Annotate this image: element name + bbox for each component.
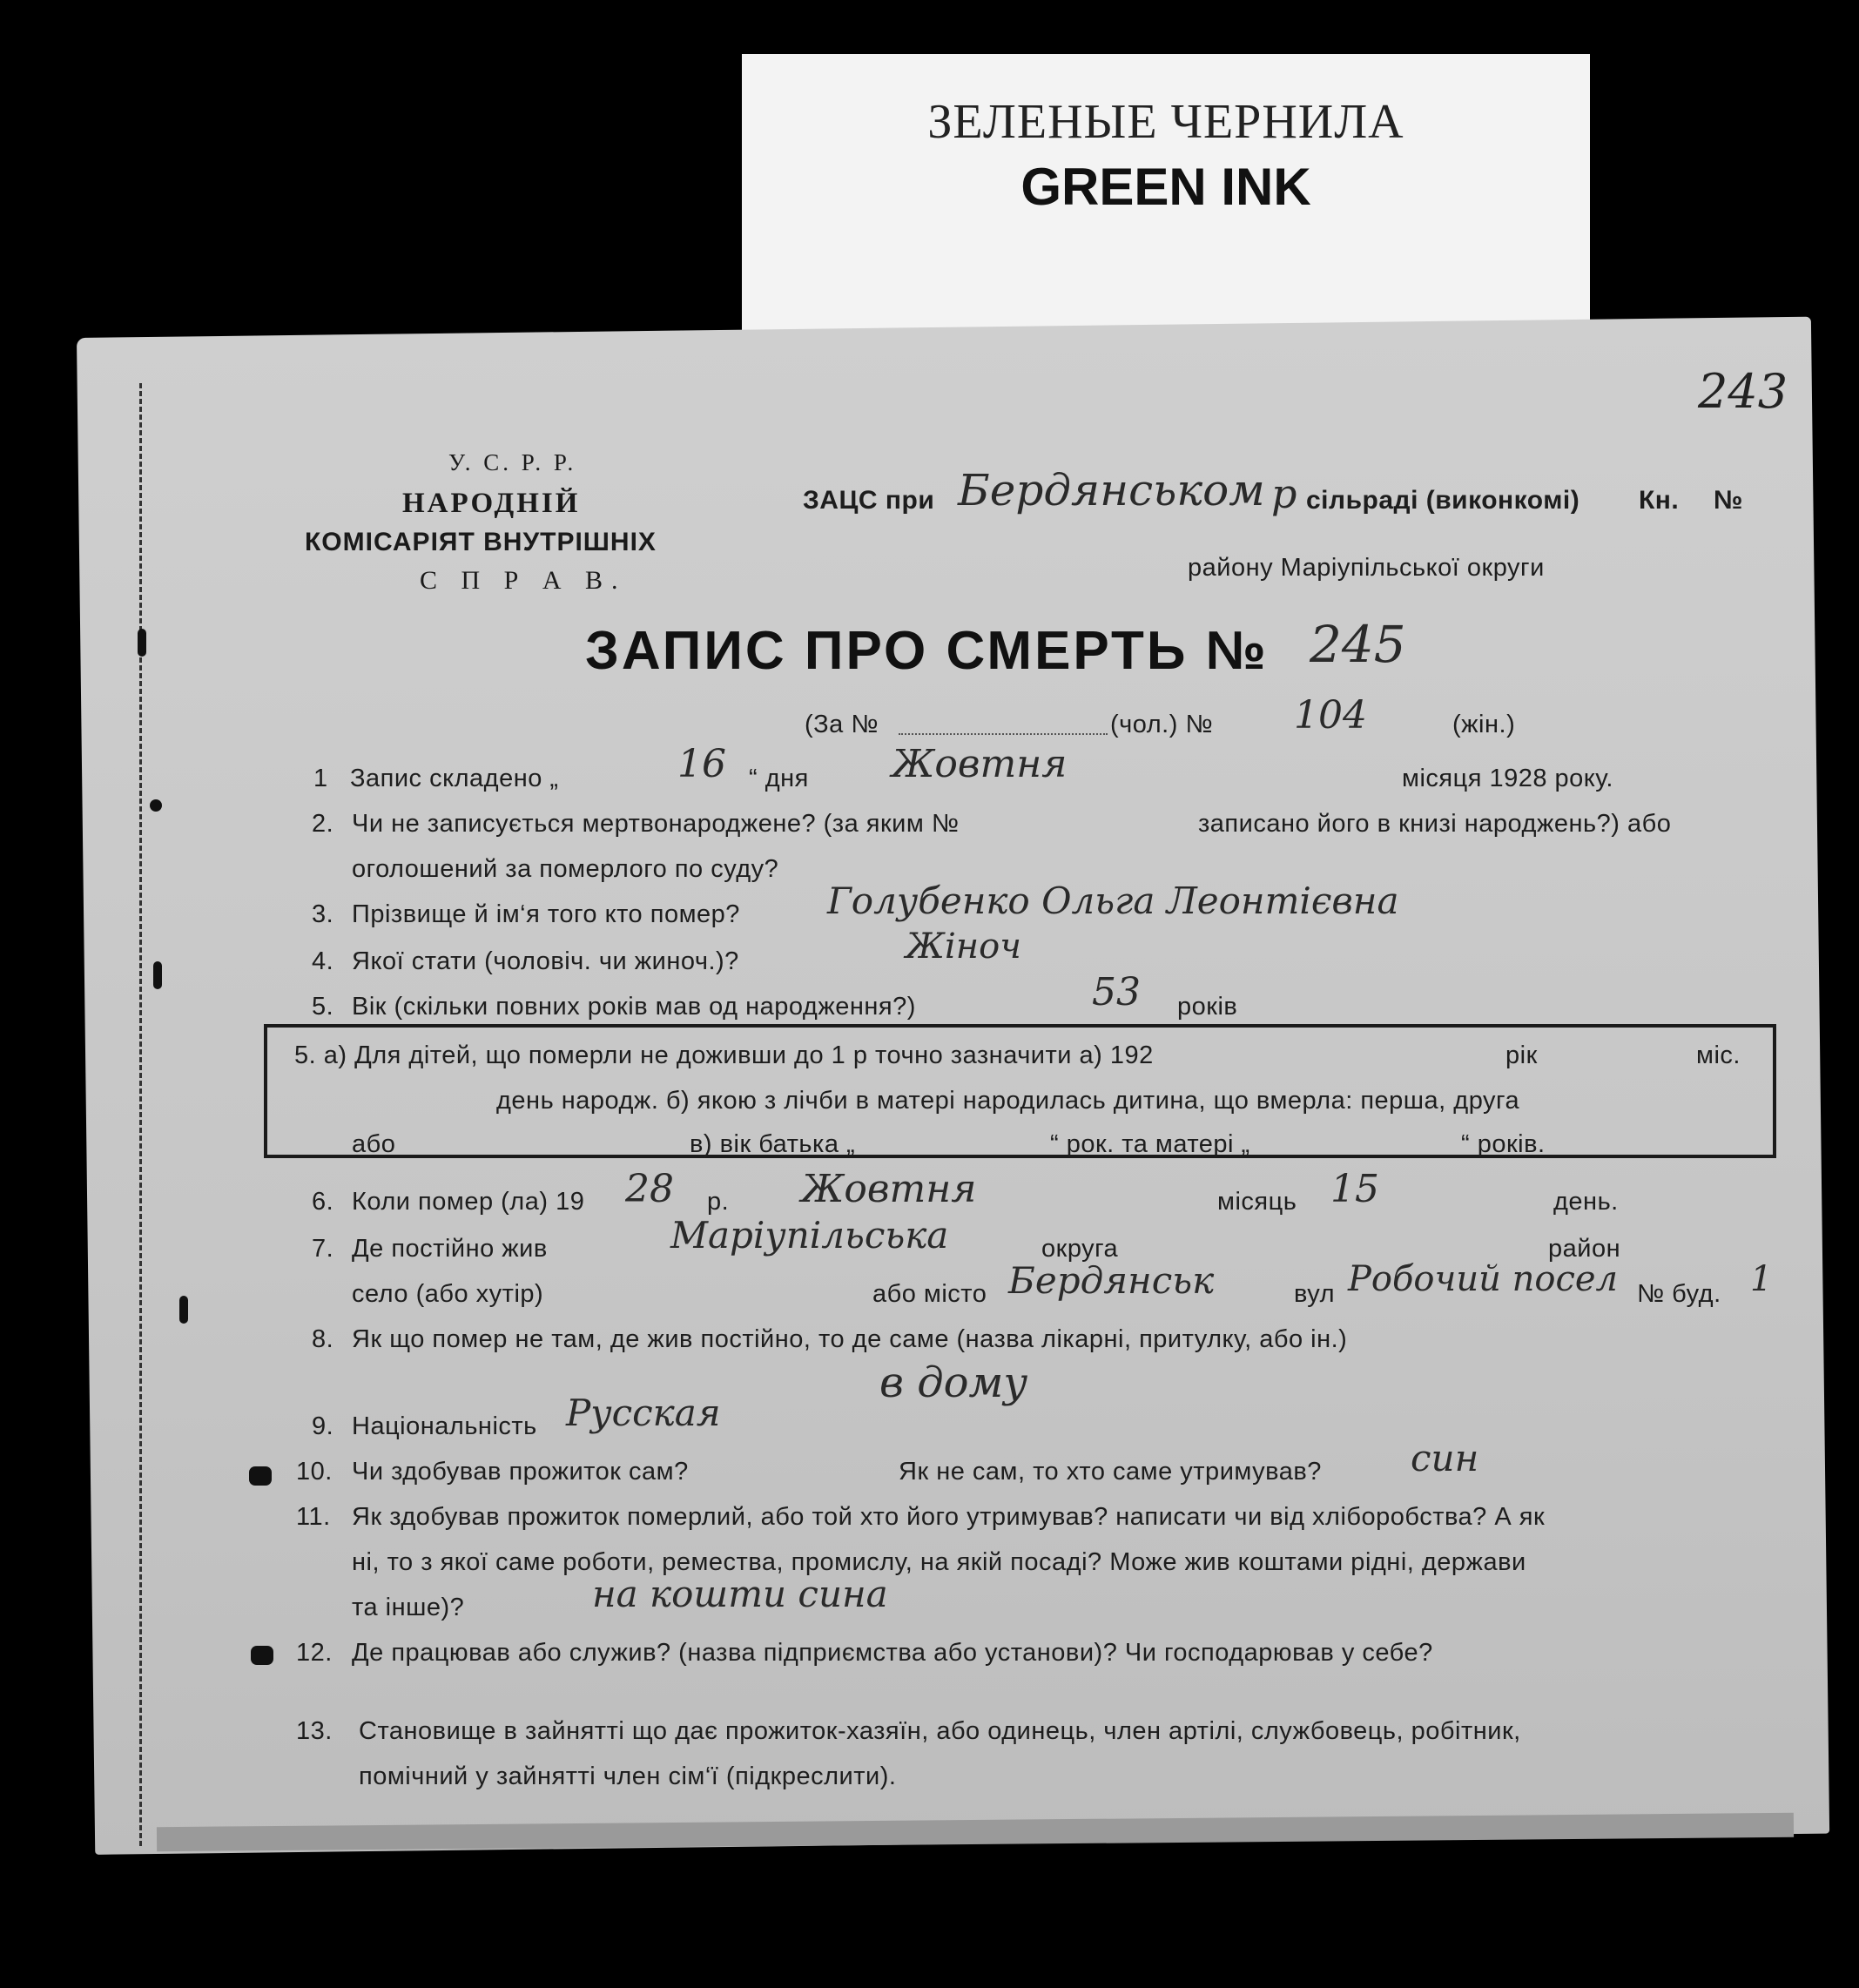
field5-label: Вік (скільки повних років мав од народження?) xyxy=(352,993,916,1021)
zags-r: р xyxy=(1271,470,1297,517)
field6-month: Жовтня xyxy=(801,1167,977,1211)
field7-building-value: 1 xyxy=(1750,1259,1773,1299)
field9-label: Національність xyxy=(352,1412,537,1440)
field7-city-label: або місто xyxy=(872,1280,987,1308)
field3-number: 3. xyxy=(312,900,334,928)
header-commissariat-3: С П Р А В. xyxy=(420,566,627,595)
zags-prefix: ЗАЦС при xyxy=(803,486,935,515)
field6-year: 28 xyxy=(625,1167,674,1211)
field4-number: 4. xyxy=(312,947,334,975)
ink-note-card xyxy=(742,54,1590,333)
field7-label: Де постійно жив xyxy=(352,1235,548,1263)
field6-month-label: місяць xyxy=(1217,1188,1297,1216)
field5a-year-label: рік xyxy=(1505,1041,1538,1069)
field7-okruga-label: округа xyxy=(1041,1235,1119,1263)
field5a-father-age: в) вік батька „ xyxy=(690,1130,856,1158)
field10-mid: Як не сам, то хто саме утримував? xyxy=(899,1458,1322,1486)
field5a-month-label: міс. xyxy=(1696,1041,1741,1069)
field10-number: 10. xyxy=(296,1458,333,1486)
zags-district: району Маріупільської округи xyxy=(1188,554,1545,582)
ink-note-russian: ЗЕЛЕНЫЕ ЧЕРНИЛА xyxy=(927,95,1404,149)
field5a-line2: день народж. б) якою з лічби в матері народилась дитина, що вмерла: перша, друга xyxy=(496,1087,1520,1115)
field7-building-label: № буд. xyxy=(1637,1280,1721,1308)
field7-street-value: Робочий посел xyxy=(1348,1259,1618,1299)
field13-line1: Становище в зайнятті що дає прожиток-хазяїн, або одинець, член артілі, службовець, робітник, xyxy=(359,1717,1521,1745)
field1-mid: “ дня xyxy=(749,765,809,792)
zags-name: Бердянськом xyxy=(958,465,1265,516)
field2-number: 2. xyxy=(312,810,334,838)
field8-label: Як що помер не там, де жив постійно, то де саме (назва лікарні, притулку, або ін.) xyxy=(352,1325,1348,1353)
zags-book: Кн. xyxy=(1639,486,1680,515)
ref-female-label: (жін.) xyxy=(1452,711,1516,738)
binding-hole xyxy=(153,961,162,989)
header-commissariat-1: НАРОДНІЙ xyxy=(402,488,581,519)
field8-number: 8. xyxy=(312,1325,334,1353)
field9-number: 9. xyxy=(312,1412,334,1440)
field1-day: 16 xyxy=(677,742,726,786)
field7-number: 7. xyxy=(312,1235,334,1263)
field7-raion-label: район xyxy=(1548,1235,1621,1263)
binding-hole xyxy=(150,799,162,812)
field7-okruga-value: Маріупільська xyxy=(670,1214,949,1257)
header-commissariat-2: КОМІСАРІЯТ ВНУТРІШНІХ xyxy=(305,528,657,556)
field12-label: Де працював або служив? (назва підприємства або установи)? Чи господарював у себе? xyxy=(352,1639,1433,1667)
field7-street-label: вул xyxy=(1294,1280,1336,1308)
binding-hole xyxy=(249,1466,272,1486)
record-title: ЗАПИС ПРО СМЕРТЬ № xyxy=(585,621,1269,681)
field6-day-label: день. xyxy=(1553,1188,1619,1216)
field5-tail: років xyxy=(1177,993,1238,1021)
field11-line3: та інше)? xyxy=(352,1594,465,1621)
field6-number: 6. xyxy=(312,1188,334,1216)
field11-number: 11. xyxy=(296,1503,331,1531)
field10-value: син xyxy=(1411,1437,1479,1479)
ref-open: (За № xyxy=(805,711,879,738)
field11-line2: ні, то з якої саме роботи, ремества, промислу, на якій посаді? Може жив коштами рідні, держави xyxy=(352,1548,1526,1576)
record-number: 245 xyxy=(1310,615,1406,674)
field2-line2: оголошений за померлого по суду? xyxy=(352,855,779,883)
field7-city-value: Бердянськ xyxy=(1008,1259,1215,1302)
zags-suffix: сільраді (виконкомі) xyxy=(1306,486,1580,515)
field4-label: Якої стати (чоловіч. чи жиноч.)? xyxy=(352,947,739,975)
binding-hole xyxy=(138,629,146,657)
field4-value: Жіноч xyxy=(906,927,1022,967)
binding-hole xyxy=(179,1296,188,1324)
field2-label: Чи не записується мертвонароджене? (за яким № xyxy=(352,810,960,838)
page-number: 243 xyxy=(1698,364,1788,419)
field1-tail: місяця 1928 року. xyxy=(1402,765,1613,792)
ref-male-label: (чол.) № xyxy=(1110,711,1214,738)
field1-month: Жовтня xyxy=(892,742,1068,786)
field13-line2: помічний у зайнятті член сім‘ї (підкреслити). xyxy=(359,1762,897,1790)
field13-number: 13. xyxy=(296,1717,333,1745)
field11-value: на кошти сина xyxy=(592,1573,888,1615)
field11-line1: Як здобував прожиток померлий, або той хто його утримував? написати чи від хліборобства? А як xyxy=(352,1503,1546,1531)
field5a-mother-age: “ рок. та матері „ xyxy=(1050,1130,1250,1158)
field3-label: Прізвище й ім‘я того кто помер? xyxy=(352,900,740,928)
field6-r: р. xyxy=(707,1188,730,1216)
field6-label: Коли помер (ла) 19 xyxy=(352,1188,585,1216)
ink-note-english: GREEN INK xyxy=(1020,158,1311,216)
field5-value: 53 xyxy=(1092,970,1141,1014)
field9-value: Русская xyxy=(566,1392,721,1434)
field5-number: 5. xyxy=(312,993,334,1021)
field5a-line1: 5. а) Для дітей, що померли не доживши до 1 р точно зазначити а) 192 xyxy=(294,1041,1154,1069)
binding-hole xyxy=(251,1646,273,1665)
field1-number: 1 xyxy=(313,765,328,792)
header-ussr: У. С. Р. Р. xyxy=(448,449,577,475)
field2-tail: записано його в книзі народжень?) або xyxy=(1198,810,1672,838)
field3-value: Голубенко Ольга Леонтієвна xyxy=(827,879,1399,922)
zags-book-no: № xyxy=(1714,486,1743,515)
field1-label: Запис складено „ xyxy=(350,765,559,792)
field10-label: Чи здобував прожиток сам? xyxy=(352,1458,689,1486)
field7-village-label: село (або хутір) xyxy=(352,1280,544,1308)
ref-female-number: 104 xyxy=(1294,693,1367,738)
field12-number: 12. xyxy=(296,1639,333,1667)
field8-value: в дому xyxy=(879,1358,1028,1407)
ref-male-blank xyxy=(899,733,1108,735)
field5a-or: або xyxy=(352,1130,396,1158)
perforation-line xyxy=(139,383,142,1846)
field6-day: 15 xyxy=(1330,1167,1379,1211)
field5a-years: “ років. xyxy=(1461,1130,1546,1158)
